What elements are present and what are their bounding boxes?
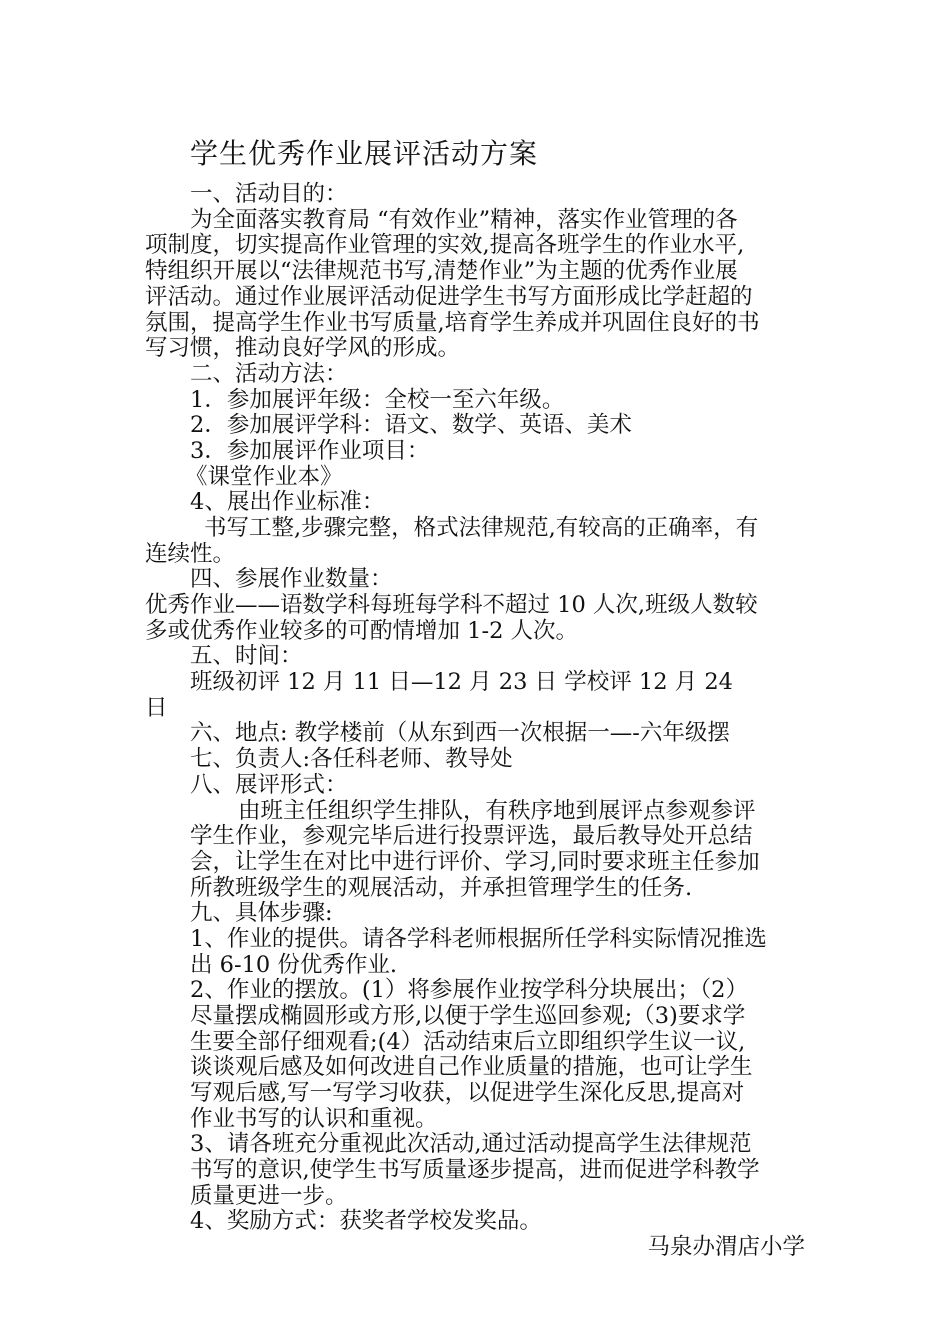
paragraph-line: 连续性。 — [145, 541, 236, 567]
paragraph-line: 生要全部仔细观看;(4）活动结束后立即组织学生议一议, — [190, 1029, 746, 1055]
list-item: 4、展出作业标准： — [190, 489, 385, 515]
paragraph-line: 书写工整,步骤完整，格式法律规范,有较高的正确率，有 — [204, 515, 759, 541]
paragraph-line: 氛围，提高学生作业书写质量,培育学生养成并巩固住良好的书 — [145, 310, 760, 336]
list-item: 1．参加展评年级：全校一至六年级。 — [190, 387, 565, 413]
section-heading: 八、展评形式： — [190, 772, 348, 798]
section-heading: 四、参展作业数量： — [190, 566, 393, 592]
section-heading: 九、具体步骤: — [190, 900, 333, 926]
list-item: 4、奖励方式：获奖者学校发奖品。 — [190, 1208, 542, 1234]
paragraph-line: 多或优秀作业较多的可酌情增加 1-2 人次。 — [145, 618, 579, 644]
document-title: 学生优秀作业展评活动方案 — [190, 137, 539, 170]
paragraph-line: 写习惯，推动良好学风的形成。 — [145, 335, 461, 361]
list-item: 1、作业的提供。请各学科老师根据所任学科实际情况推选 — [190, 926, 767, 952]
paragraph-line: 谈谈观后感及如何改进自己作业质量的措施，也可让学生 — [190, 1054, 753, 1080]
signature: 马泉办渭店小学 — [647, 1234, 805, 1260]
paragraph-line: 书写的意识,使学生书写质量逐步提高，进而促进学科教学 — [190, 1157, 760, 1183]
list-item: 2．参加展评学科：语文、数学、英语、美术 — [190, 412, 632, 438]
list-item: 2、作业的摆放。(1）将参展作业按学科分块展出；（2） — [190, 977, 748, 1003]
paragraph-line: 出 6-10 份优秀作业. — [190, 952, 398, 978]
paragraph-line: 优秀作业——语数学科每班每学科不超过 10 人次,班级人数较 — [145, 592, 758, 618]
section-heading: 七、负责人:各任科老师、教导处 — [190, 746, 513, 772]
section-heading: 六、地点: 教学楼前（从东到西一次根据一—-六年级摆 — [190, 720, 730, 746]
paragraph-line: 质量更进一步。 — [190, 1183, 348, 1209]
paragraph-line: 会，让学生在对比中进行评价、学习,同时要求班主任参加 — [190, 849, 760, 875]
paragraph-line: 写观后感,写一写学习收获，以促进学生深化反思,提高对 — [190, 1080, 745, 1106]
paragraph-line: 作业书写的认识和重视。 — [190, 1106, 438, 1132]
list-item: 3、请各班充分重视此次活动,通过活动提高学生法律规范 — [190, 1131, 752, 1157]
paragraph-line: 班级初评 12 月 11 日—12 月 23 日 学校评 12 月 24 — [190, 669, 733, 695]
paragraph-line: 日 — [145, 695, 168, 721]
section-heading: 五、时间： — [190, 643, 303, 669]
paragraph-line: 所教班级学生的观展活动，并承担管理学生的任务. — [190, 875, 693, 901]
paragraph-line: 学生作业，参观完毕后进行投票评选，最后教导处开总结 — [190, 823, 753, 849]
section-heading: 二、活动方法： — [190, 361, 348, 387]
paragraph-line: 为全面落实教育局 “有效作业”精神，落实作业管理的各 — [190, 207, 738, 233]
paragraph-line: 由班主任组织学生排队，有秩序地到展评点参观参评 — [238, 798, 756, 824]
paragraph-line: 评活动。通过作业展评活动促进学生书写方面形成比学赶超的 — [145, 284, 753, 310]
paragraph-line: 尽量摆成椭圆形或方形,以便于学生巡回参观;（3)要求学 — [190, 1003, 746, 1029]
section-heading: 一、活动目的： — [190, 181, 348, 207]
paragraph-line: 项制度，切实提高作业管理的实效,提高各班学生的作业水平, — [145, 232, 745, 258]
paragraph-line: 特组织开展以“法律规范书写,清楚作业”为主题的优秀作业展 — [145, 258, 738, 284]
list-item: 3．参加展评作业项目： — [190, 438, 430, 464]
paragraph-line: 《课堂作业本》 — [185, 464, 343, 490]
